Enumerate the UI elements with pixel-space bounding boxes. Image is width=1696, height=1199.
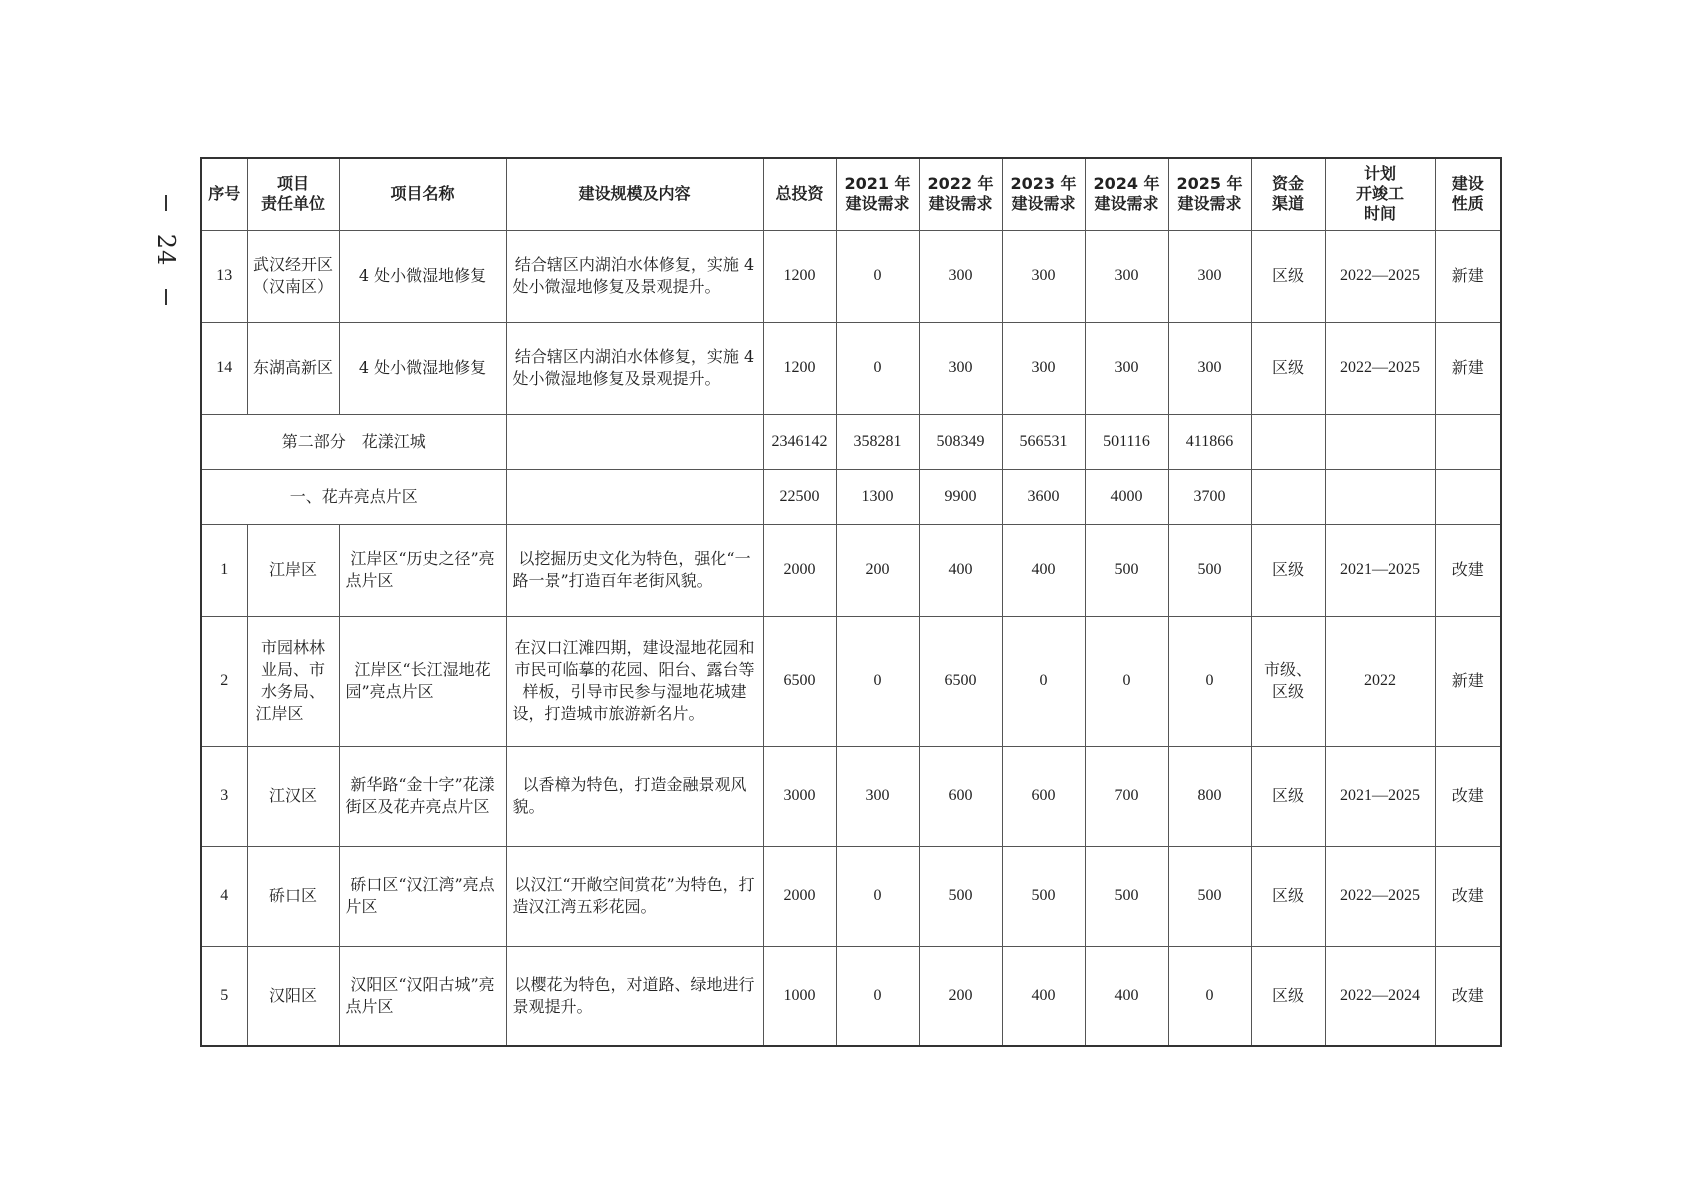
cell-2022: 200 [919, 946, 1002, 1046]
col-header-2025: 2025 年 建设需求 [1168, 158, 1251, 230]
cell-2022: 300 [919, 230, 1002, 322]
col-header-seq: 序号 [201, 158, 247, 230]
cell-2023: 300 [1002, 230, 1085, 322]
col-header-name: 项目名称 [339, 158, 506, 230]
cell-nature: 新建 [1435, 616, 1501, 746]
cell-2023: 300 [1002, 322, 1085, 414]
col-header-2024: 2024 年 建设需求 [1085, 158, 1168, 230]
cell-schedule: 2022 [1325, 616, 1435, 746]
cell-2023: 0 [1002, 616, 1085, 746]
cell-nature: 新建 [1435, 322, 1501, 414]
subsection-total: 22500 [763, 469, 836, 524]
cell-2025: 300 [1168, 230, 1251, 322]
table-row [201, 322, 1501, 414]
col-header-fund: 资金 渠道 [1251, 158, 1325, 230]
cell-scale: 以樱花为特色，对道路、绿地进行景观提升。 [506, 946, 763, 1046]
subsection-2024: 4000 [1085, 469, 1168, 524]
cell-scale: 以香樟为特色，打造金融景观风貌。 [506, 746, 763, 846]
col-header-schedule: 计划 开竣工 时间 [1325, 158, 1435, 230]
cell-scale: 以汉江“开敞空间赏花”为特色，打造汉江湾五彩花园。 [506, 846, 763, 946]
cell-seq: 3 [201, 746, 247, 846]
cell-2025: 500 [1168, 846, 1251, 946]
cell-seq: 2 [201, 616, 247, 746]
cell-2024: 0 [1085, 616, 1168, 746]
section-row-part2 [201, 414, 1501, 469]
section-empty-schedule [1325, 414, 1435, 469]
cell-fund: 区级 [1251, 230, 1325, 322]
cell-2021: 300 [836, 746, 919, 846]
cell-fund: 区级 [1251, 524, 1325, 616]
cell-schedule: 2022—2024 [1325, 946, 1435, 1046]
cell-seq: 4 [201, 846, 247, 946]
col-header-2023: 2023 年 建设需求 [1002, 158, 1085, 230]
subsection-2025: 3700 [1168, 469, 1251, 524]
page-number-dash-bottom [165, 289, 167, 305]
subsection-empty-schedule [1325, 469, 1435, 524]
cell-fund: 区级 [1251, 946, 1325, 1046]
cell-total: 1200 [763, 230, 836, 322]
header-row [201, 158, 1501, 230]
section-2022: 508349 [919, 414, 1002, 469]
subsection-2022: 9900 [919, 469, 1002, 524]
cell-nature: 改建 [1435, 524, 1501, 616]
cell-seq: 5 [201, 946, 247, 1046]
cell-2022: 6500 [919, 616, 1002, 746]
cell-total: 2000 [763, 524, 836, 616]
cell-schedule: 2022—2025 [1325, 230, 1435, 322]
subsection-empty-nature [1435, 469, 1501, 524]
cell-unit: 江汉区 [247, 746, 339, 846]
table-row [201, 946, 1501, 1046]
section-2024: 501116 [1085, 414, 1168, 469]
cell-schedule: 2022—2025 [1325, 846, 1435, 946]
cell-name: 汉阳区“汉阳古城”亮点片区 [339, 946, 506, 1046]
cell-nature: 改建 [1435, 846, 1501, 946]
section-empty-scale [506, 414, 763, 469]
cell-fund: 市级、区级 [1251, 616, 1325, 746]
cell-2021: 0 [836, 230, 919, 322]
section-2023: 566531 [1002, 414, 1085, 469]
cell-2024: 300 [1085, 322, 1168, 414]
cell-2023: 400 [1002, 524, 1085, 616]
cell-2024: 500 [1085, 846, 1168, 946]
cell-2022: 500 [919, 846, 1002, 946]
subsection-empty-fund [1251, 469, 1325, 524]
subsection-label: 一、花卉亮点片区 [201, 469, 506, 524]
cell-total: 3000 [763, 746, 836, 846]
cell-nature: 改建 [1435, 946, 1501, 1046]
cell-fund: 区级 [1251, 746, 1325, 846]
subsection-2021: 1300 [836, 469, 919, 524]
cell-unit: 市园林林业局、市水务局、江岸区 [247, 616, 339, 746]
cell-seq: 14 [201, 322, 247, 414]
cell-seq: 1 [201, 524, 247, 616]
cell-2024: 500 [1085, 524, 1168, 616]
cell-2022: 600 [919, 746, 1002, 846]
section-empty-fund [1251, 414, 1325, 469]
section-2025: 411866 [1168, 414, 1251, 469]
cell-nature: 新建 [1435, 230, 1501, 322]
subsection-row [201, 469, 1501, 524]
cell-scale: 以挖掘历史文化为特色，强化“一路一景”打造百年老街风貌。 [506, 524, 763, 616]
cell-2024: 300 [1085, 230, 1168, 322]
cell-2023: 400 [1002, 946, 1085, 1046]
cell-scale: 结合辖区内湖泊水体修复，实施 4 处小微湿地修复及景观提升。 [506, 230, 763, 322]
cell-2025: 500 [1168, 524, 1251, 616]
section-2021: 358281 [836, 414, 919, 469]
section-empty-nature [1435, 414, 1501, 469]
col-header-scale: 建设规模及内容 [506, 158, 763, 230]
cell-total: 1000 [763, 946, 836, 1046]
cell-fund: 区级 [1251, 322, 1325, 414]
col-header-unit: 项目 责任单位 [247, 158, 339, 230]
table-row [201, 230, 1501, 322]
cell-total: 1200 [763, 322, 836, 414]
col-header-2021: 2021 年 建设需求 [836, 158, 919, 230]
cell-seq: 13 [201, 230, 247, 322]
table-row [201, 616, 1501, 746]
cell-unit: 武汉经开区 （汉南区） [247, 230, 339, 322]
cell-2021: 0 [836, 616, 919, 746]
project-table [200, 157, 1502, 1047]
cell-2021: 200 [836, 524, 919, 616]
cell-2023: 600 [1002, 746, 1085, 846]
subsection-empty-scale [506, 469, 763, 524]
cell-fund: 区级 [1251, 846, 1325, 946]
cell-2021: 0 [836, 322, 919, 414]
cell-2022: 300 [919, 322, 1002, 414]
col-header-total: 总投资 [763, 158, 836, 230]
cell-2022: 400 [919, 524, 1002, 616]
cell-total: 6500 [763, 616, 836, 746]
cell-unit: 东湖高新区 [247, 322, 339, 414]
cell-2025: 0 [1168, 616, 1251, 746]
page-number-dash-top [165, 195, 167, 211]
section-label: 第二部分 花漾江城 [201, 414, 506, 469]
cell-2024: 700 [1085, 746, 1168, 846]
table-row [201, 524, 1501, 616]
subsection-2023: 3600 [1002, 469, 1085, 524]
cell-2024: 400 [1085, 946, 1168, 1046]
cell-2023: 500 [1002, 846, 1085, 946]
cell-schedule: 2022—2025 [1325, 322, 1435, 414]
cell-2025: 0 [1168, 946, 1251, 1046]
cell-2025: 800 [1168, 746, 1251, 846]
cell-unit: 江岸区 [247, 524, 339, 616]
page-number-text: 24 [152, 233, 180, 267]
cell-2025: 300 [1168, 322, 1251, 414]
cell-2021: 0 [836, 846, 919, 946]
cell-schedule: 2021—2025 [1325, 524, 1435, 616]
cell-unit: 汉阳区 [247, 946, 339, 1046]
cell-nature: 改建 [1435, 746, 1501, 846]
table-row [201, 746, 1501, 846]
col-header-2022: 2022 年 建设需求 [919, 158, 1002, 230]
cell-scale: 结合辖区内湖泊水体修复，实施 4 处小微湿地修复及景观提升。 [506, 322, 763, 414]
cell-name: 硚口区“汉江湾”亮点片区 [339, 846, 506, 946]
cell-name: 江岸区“长江湿地花园”亮点片区 [339, 616, 506, 746]
cell-2021: 0 [836, 946, 919, 1046]
cell-name: 江岸区“历史之径”亮点片区 [339, 524, 506, 616]
section-total: 2346142 [763, 414, 836, 469]
page-number [136, 195, 196, 305]
cell-name: 4 处小微湿地修复 [339, 322, 506, 414]
table-row [201, 846, 1501, 946]
cell-total: 2000 [763, 846, 836, 946]
cell-schedule: 2021—2025 [1325, 746, 1435, 846]
cell-scale: 在汉口江滩四期，建设湿地花园和市民可临摹的花园、阳台、露台等样板，引导市民参与湿地花城建设，打造城市旅游新名片。 [506, 616, 763, 746]
cell-unit: 硚口区 [247, 846, 339, 946]
col-header-nature: 建设 性质 [1435, 158, 1501, 230]
cell-name: 新华路“金十字”花漾街区及花卉亮点片区 [339, 746, 506, 846]
cell-name: 4 处小微湿地修复 [339, 230, 506, 322]
